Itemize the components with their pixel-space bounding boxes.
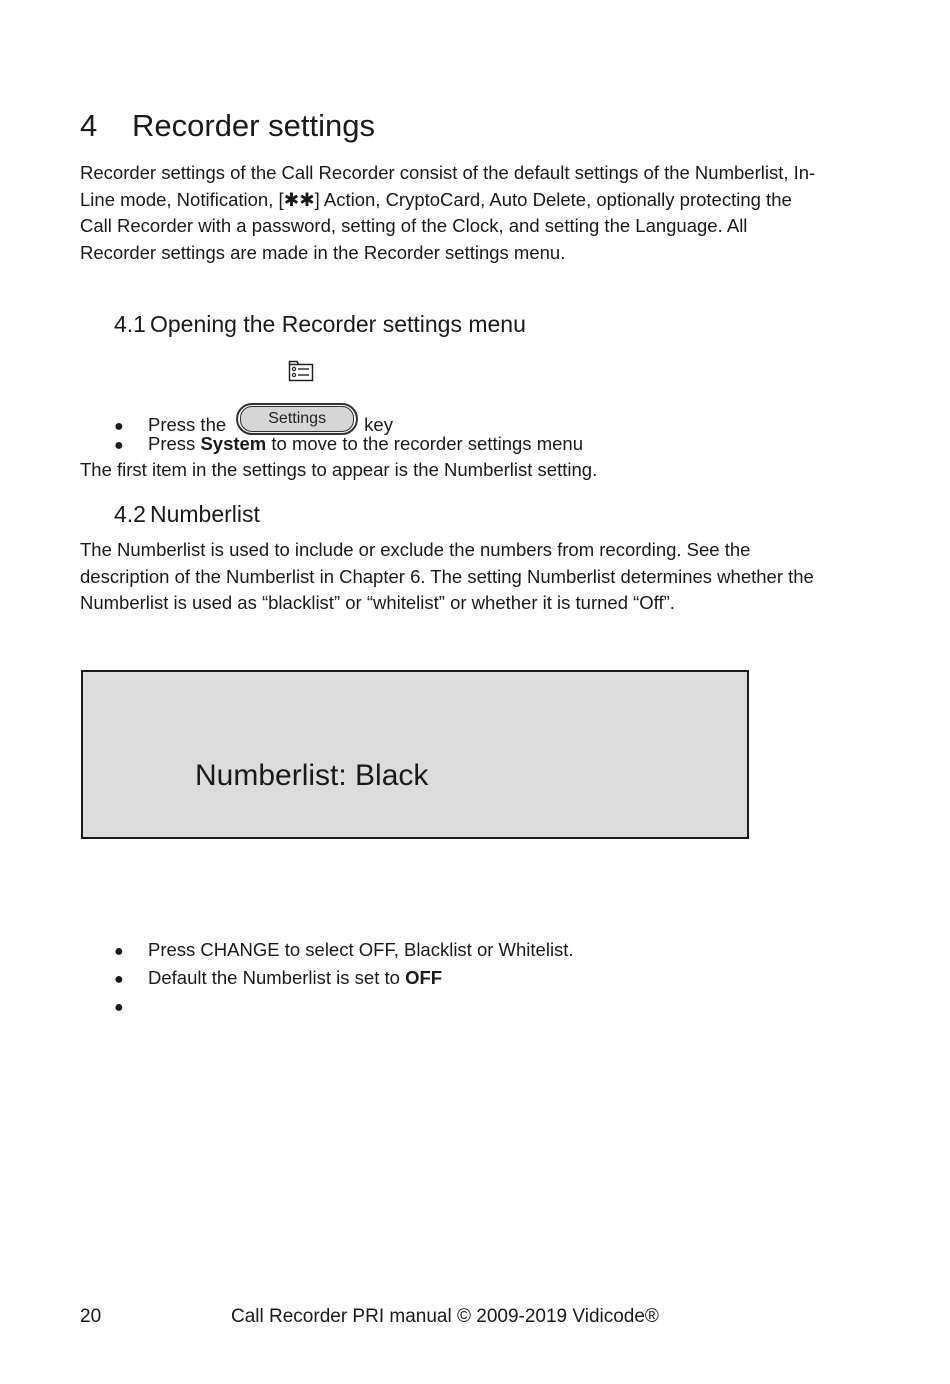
subsection-heading-4-2 [114, 498, 260, 530]
list-item [114, 431, 583, 459]
bullet-dot-icon: ● [114, 971, 124, 988]
list-item-empty [114, 993, 148, 1021]
subsection-number: 4.1 [114, 311, 146, 337]
section-number: 4 [80, 108, 98, 143]
subsection-title: Numberlist [150, 501, 260, 527]
settings-menu-icon [288, 360, 314, 382]
section-title: Recorder settings [132, 108, 375, 143]
bullet-dot-icon: ● [114, 943, 124, 960]
page-number: 20 [80, 1306, 102, 1327]
footer-text: Call Recorder PRI manual © 2009-2019 Vidicode® [231, 1306, 659, 1327]
bullet-dot-icon: ● [114, 418, 124, 435]
list-item [114, 965, 442, 993]
settings-key-label: Settings [240, 406, 354, 432]
list-item [114, 937, 574, 965]
device-display [81, 670, 749, 839]
bullet-text: Press the [148, 414, 227, 435]
subsection-heading-4-1 [114, 308, 526, 340]
bullet-text: Press CHANGE to select OFF, Blacklist or Whitelist. [148, 939, 574, 960]
bullet-text: Press [148, 433, 201, 454]
bullet-text: key [364, 414, 393, 435]
numberlist-paragraph: The Numberlist is used to include or exclude the numbers from recording. See the description of the Numberlist in Chapter 6. The setting Numberlist determines whether the Numberlist is used as “blacklist” or “whitelist” or whether it is turned “Off”. [80, 539, 814, 613]
bullet-bold-text: OFF [405, 967, 443, 988]
bullet-dot-icon: ● [114, 999, 124, 1016]
intro-paragraph: Recorder settings of the Call Recorder consist of the default settings of the Numberlist, In-Line mode, Notification, [✱✱] Action, CryptoCard, Auto Delete, optionally protecting the Call Recorder with a password, setting of the Clock, and setting the Language. All Recorder settings are made in the Recorder settings menu. [80, 162, 816, 263]
subsection-number: 4.2 [114, 501, 146, 527]
display-text: Numberlist: Black [195, 759, 429, 792]
section-heading [80, 104, 375, 148]
bullet-text: Default the Numberlist is set to [148, 967, 406, 988]
bullet-bold-text: System [200, 433, 267, 454]
numberlist-note: The first item in the settings to appear is the Numberlist setting. [80, 459, 598, 480]
bullet-text: to move to the recorder settings menu [266, 433, 583, 454]
subsection-title: Opening the Recorder settings menu [150, 311, 526, 337]
bullet-dot-icon: ● [114, 437, 124, 454]
